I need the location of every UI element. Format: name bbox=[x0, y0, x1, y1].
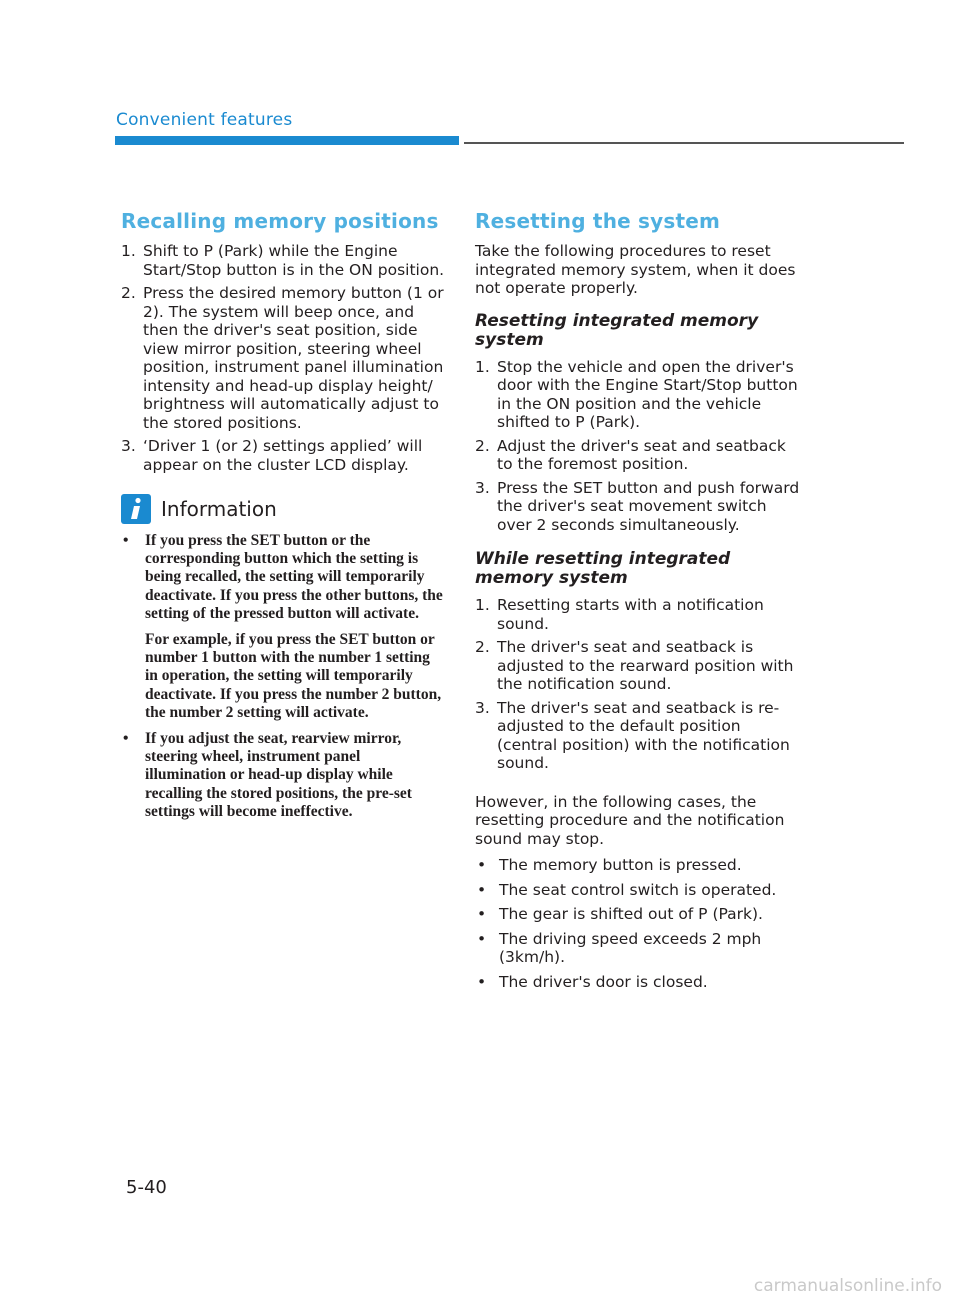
case-text: The seat control switch is operated. bbox=[499, 880, 777, 899]
information-header bbox=[121, 494, 445, 524]
page-number: 5-40 bbox=[126, 1177, 167, 1198]
step-number: 2. bbox=[475, 436, 490, 455]
section-title: Convenient features bbox=[116, 110, 293, 130]
while-resetting-steps bbox=[475, 596, 800, 773]
list-item bbox=[121, 284, 445, 432]
information-title: Information bbox=[161, 497, 277, 521]
step-text: Press the desired memory button (1 or 2). The system will beep once, and then the driver's seat position, side view mirror position, steering wheel position, instrument panel illumination intensity and head-up display height/ brightness will automatically adjust to the stored positions. bbox=[143, 284, 444, 432]
resetting-heading: Resetting the system bbox=[475, 209, 721, 233]
information-list bbox=[121, 532, 445, 821]
info-paragraph: For example, if you press the SET button or number 1 button with the number 1 setting in operation, the setting will temporarily deactivate. If you press the number 2 button, the number 2 setting will activate. bbox=[145, 631, 442, 721]
left-column bbox=[121, 208, 445, 829]
list-item bbox=[121, 730, 445, 821]
list-item bbox=[475, 881, 800, 900]
case-text: The driving speed exceeds 2 mph (3km/h). bbox=[499, 929, 762, 966]
resetting-memory-subheading: Resetting integrated memory system bbox=[475, 310, 759, 350]
header-rule-accent bbox=[115, 136, 459, 145]
list-item bbox=[475, 930, 800, 967]
resetting-steps bbox=[475, 358, 800, 535]
list-item bbox=[475, 699, 800, 773]
step-number: 3. bbox=[475, 478, 490, 497]
step-text: Adjust the driver's seat and seatback to the foremost position. bbox=[497, 436, 786, 473]
bullet: • bbox=[123, 730, 129, 748]
info-paragraph: If you press the SET button or the corresponding button which the setting is being recalled, the setting will temporarily deactivate. If you press the other buttons, the setting of the pressed button will activate. bbox=[145, 532, 443, 622]
list-item bbox=[121, 437, 445, 474]
list-item bbox=[475, 905, 800, 924]
header-rule bbox=[464, 142, 904, 144]
info-icon bbox=[121, 494, 151, 524]
resetting-intro: Take the following procedures to reset integrated memory system, when it does not operate properly. bbox=[475, 242, 796, 297]
bullet: • bbox=[477, 856, 487, 874]
bullet: • bbox=[123, 532, 129, 549]
list-item bbox=[475, 358, 800, 432]
bullet: • bbox=[477, 972, 487, 991]
stop-cases-list bbox=[475, 856, 800, 991]
list-item bbox=[475, 596, 800, 633]
right-column bbox=[475, 208, 800, 997]
recalling-heading: Recalling memory positions bbox=[121, 209, 439, 233]
recalling-steps bbox=[121, 242, 445, 474]
step-text: The driver's seat and seatback is adjusted to the rearward position with the notification sound. bbox=[497, 638, 794, 693]
info-paragraph: If you adjust the seat, rearview mirror, steering wheel, instrument panel illumination or head-up display while recalling the stored positions, the pre-set settings will become ineffective. bbox=[145, 730, 412, 820]
case-text: The driver's door is closed. bbox=[499, 972, 708, 991]
step-number: 1. bbox=[475, 357, 490, 376]
watermark: carmanualsonline.info bbox=[753, 1276, 942, 1296]
while-resetting-subheading: While resetting integrated memory system bbox=[475, 549, 731, 588]
list-item bbox=[475, 973, 800, 992]
list-item bbox=[121, 532, 445, 722]
case-text: The memory button is pressed. bbox=[499, 856, 742, 874]
list-item bbox=[475, 437, 800, 474]
step-text: Stop the vehicle and open the driver's door with the Engine Start/Stop button in the ON position and the vehicle shifted to P (Park). bbox=[497, 357, 798, 431]
step-number: 3. bbox=[121, 437, 136, 455]
step-number: 3. bbox=[475, 698, 490, 717]
step-text: The driver's seat and seatback is re-adjusted to the default position (central position) with the notification sound. bbox=[497, 698, 790, 772]
step-text: Shift to P (Park) while the Engine Start/Stop button is in the ON position. bbox=[143, 242, 445, 279]
bullet: • bbox=[477, 905, 487, 923]
step-number: 1. bbox=[121, 242, 136, 260]
list-item bbox=[475, 479, 800, 535]
step-text: Press the SET button and push forward the driver's seat movement switch over 2 seconds simultaneously. bbox=[497, 478, 800, 534]
step-number: 2. bbox=[475, 638, 490, 656]
step-text: ‘Driver 1 (or 2) settings applied’ will appear on the cluster LCD display. bbox=[143, 437, 423, 474]
step-number: 2. bbox=[121, 284, 136, 302]
bullet: • bbox=[477, 929, 487, 948]
list-item bbox=[121, 242, 445, 279]
case-text: The gear is shifted out of P (Park). bbox=[499, 905, 763, 923]
list-item bbox=[475, 638, 800, 694]
step-text: Resetting starts with a notification sound. bbox=[497, 596, 764, 633]
list-item bbox=[475, 856, 800, 875]
however-paragraph: However, in the following cases, the resetting procedure and the notification sound may stop. bbox=[475, 792, 785, 848]
step-number: 1. bbox=[475, 596, 490, 614]
bullet: • bbox=[477, 880, 487, 899]
